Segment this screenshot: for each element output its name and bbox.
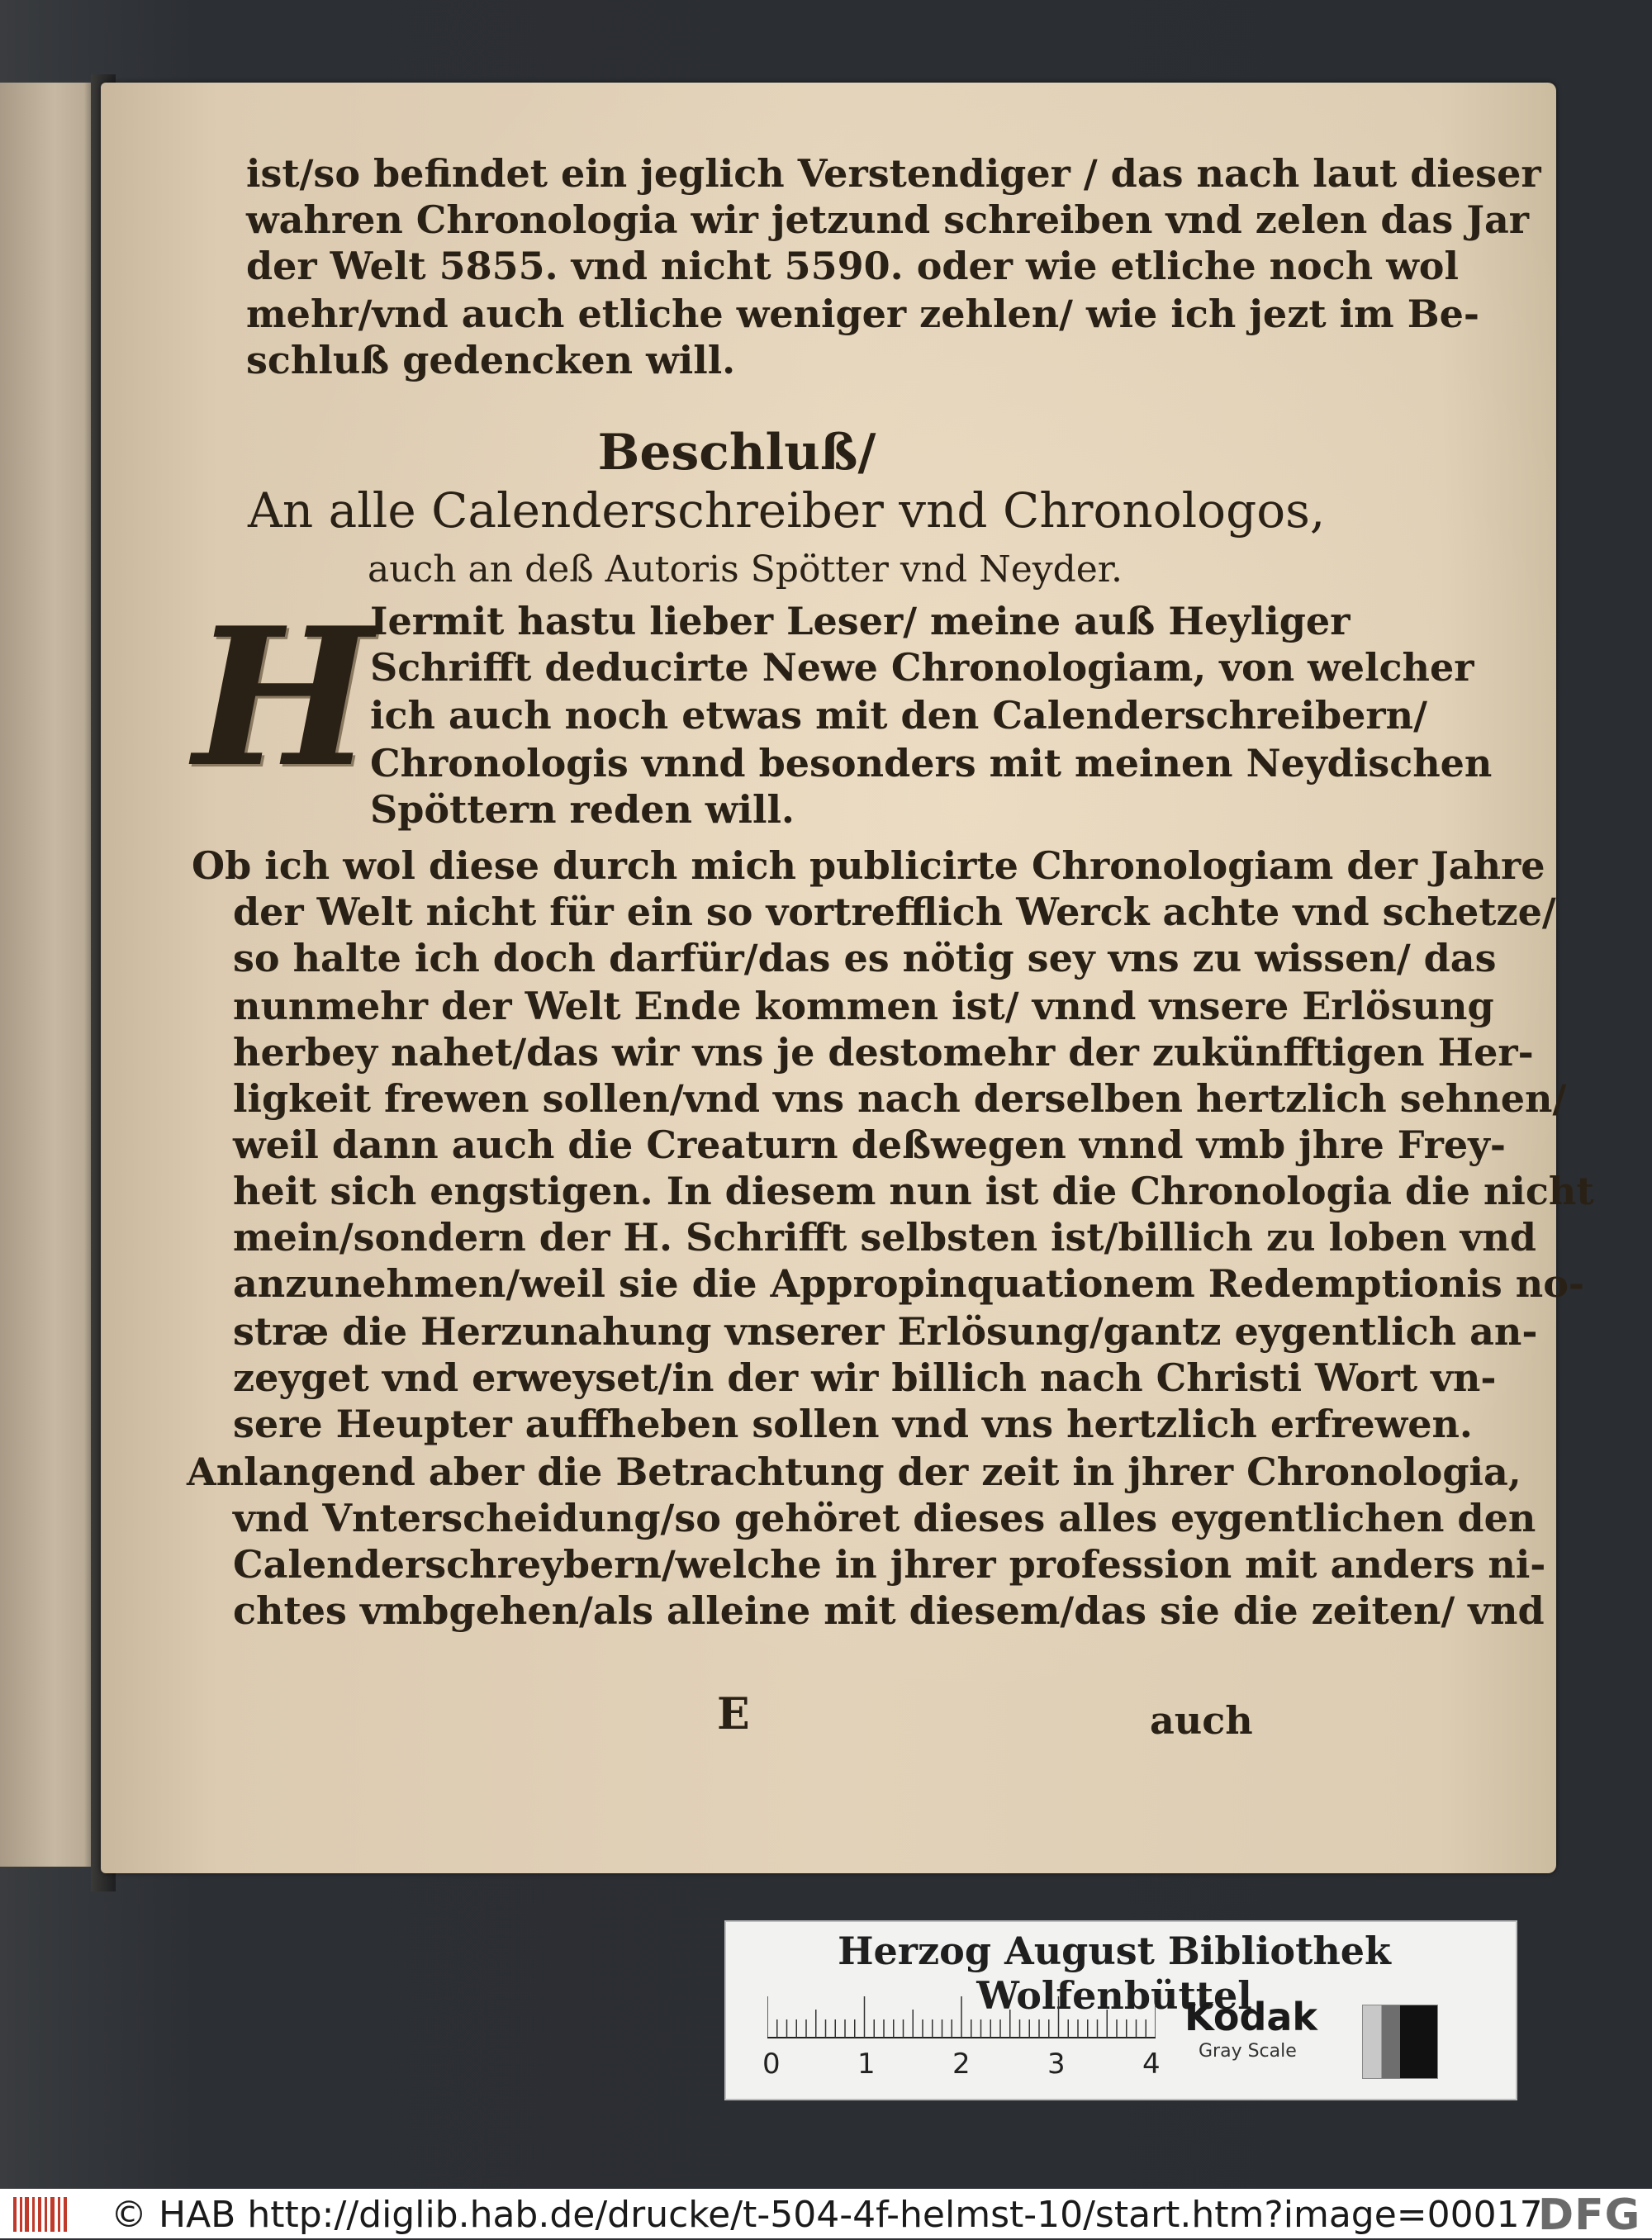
text-line: ligkeit frewen sollen/vnd vns nach derselben hertzlich sehnen/	[233, 1076, 1567, 1121]
ruler-number: 1	[857, 2048, 876, 2081]
left-page-edge	[0, 83, 99, 1867]
heading-subtitle: An alle Calenderschreiber vnd Chronologos,	[248, 482, 1326, 539]
copyright-url-text: © HAB http://diglib.hab.de/drucke/t-504-4f-helmst-10/start.htm?image=00017	[111, 2194, 1543, 2236]
text-line: ich auch noch etwas mit den Calenderschreibern/	[370, 693, 1427, 738]
text-line: chtes vmbgehen/als alleine mit diesem/das sie die zeiten/ vnd	[233, 1588, 1545, 1633]
library-name: Herzog August Bibliothek Wolfenbüttel	[838, 1929, 1391, 2018]
text-line: schluß gedencken will.	[246, 338, 736, 382]
text-line: Chronologis vnnd besonders mit meinen Neydischen	[370, 741, 1493, 785]
text-line: Ob ich wol diese durch mich publicirte Chronologiam der Jahre	[192, 843, 1545, 888]
text-line: so halte ich doch darfür/das es nötig sey vns zu wissen/ das	[233, 936, 1497, 980]
text-line: ist/so befindet ein jeglich Verstendiger / das nach laut dieser	[246, 151, 1541, 196]
text-line: Anlangend aber die Betrachtung der zeit in jhrer Chronologia,	[187, 1450, 1521, 1494]
text-line: vnd Vnterscheidung/so gehöret dieses alles eygentlichen den	[233, 1496, 1536, 1540]
dfg-logo: DFG	[1538, 2190, 1641, 2240]
heading-subtitle: auch an deß Autoris Spötter vnd Neyder.	[368, 548, 1123, 591]
text-line: der Welt nicht für ein so vortrefflich Werck achte vnd schetze/	[233, 890, 1556, 934]
ruler-number: 3	[1047, 2048, 1066, 2081]
text-line: sere Heupter auffheben sollen vnd vns hertzlich erfrewen.	[233, 1402, 1473, 1446]
section-heading: Beschluß/	[597, 424, 876, 482]
text-line: Calenderschreybern/welche in jhrer profession mit anders ni-	[233, 1542, 1546, 1587]
hab-barcode-icon	[13, 2197, 71, 2232]
ruler-number: 0	[762, 2048, 781, 2081]
kodak-logo: Kodak	[1184, 1995, 1317, 2039]
text-line: Iermit hastu lieber Leser/ meine auß Heyliger	[370, 599, 1351, 643]
text-line: anzunehmen/weil sie die Appropinquationem Redemptionis no-	[233, 1261, 1585, 1306]
text-line: Schrifft deducirte Newe Chronologiam, von welcher	[370, 645, 1474, 690]
drop-cap-initial: H	[193, 586, 373, 809]
text-line: weil dann auch die Creaturn deßwegen vnnd vmb jhre Frey-	[233, 1122, 1506, 1167]
book-page	[101, 83, 1594, 1873]
text-line: mehr/vnd auch etliche weniger zehlen/ wie ich jezt im Be-	[246, 292, 1479, 336]
ruler-number: 2	[952, 2048, 971, 2081]
text-line: herbey nahet/das wir vns je destomehr der zukünfftigen Her-	[233, 1030, 1534, 1075]
footer-bar	[0, 2189, 1652, 2238]
text-line: stræ die Herzunahung vnserer Erlösung/gantz eygentlich an-	[233, 1309, 1538, 1354]
scale-ruler	[767, 1995, 1156, 2044]
signature-mark: E	[717, 1689, 750, 1739]
color-calibration-target	[724, 1920, 1517, 2100]
ruler-number: 4	[1142, 2048, 1161, 2081]
text-line: der Welt 5855. vnd nicht 5590. oder wie etliche noch wol	[246, 244, 1459, 288]
text-line: nunmehr der Welt Ende kommen ist/ vnnd vnsere Erlösung	[233, 984, 1494, 1028]
catchword: auch	[1150, 1698, 1253, 1743]
text-line: wahren Chronologia wir jetzund schreiben vnd zelen das Jar	[246, 197, 1530, 242]
text-line: heit sich engstigen. In diesem nun ist die Chronologia die nicht	[233, 1169, 1594, 1213]
text-line: mein/sondern der H. Schrifft selbsten ist/billich zu loben vnd	[233, 1215, 1536, 1260]
text-line: zeyget vnd erweyset/in der wir billich nach Christi Wort vn-	[233, 1355, 1497, 1400]
gray-scale-patch	[1362, 2005, 1438, 2079]
gray-scale-label: Gray Scale	[1199, 2041, 1297, 2062]
text-line: Spöttern reden will.	[370, 787, 795, 832]
